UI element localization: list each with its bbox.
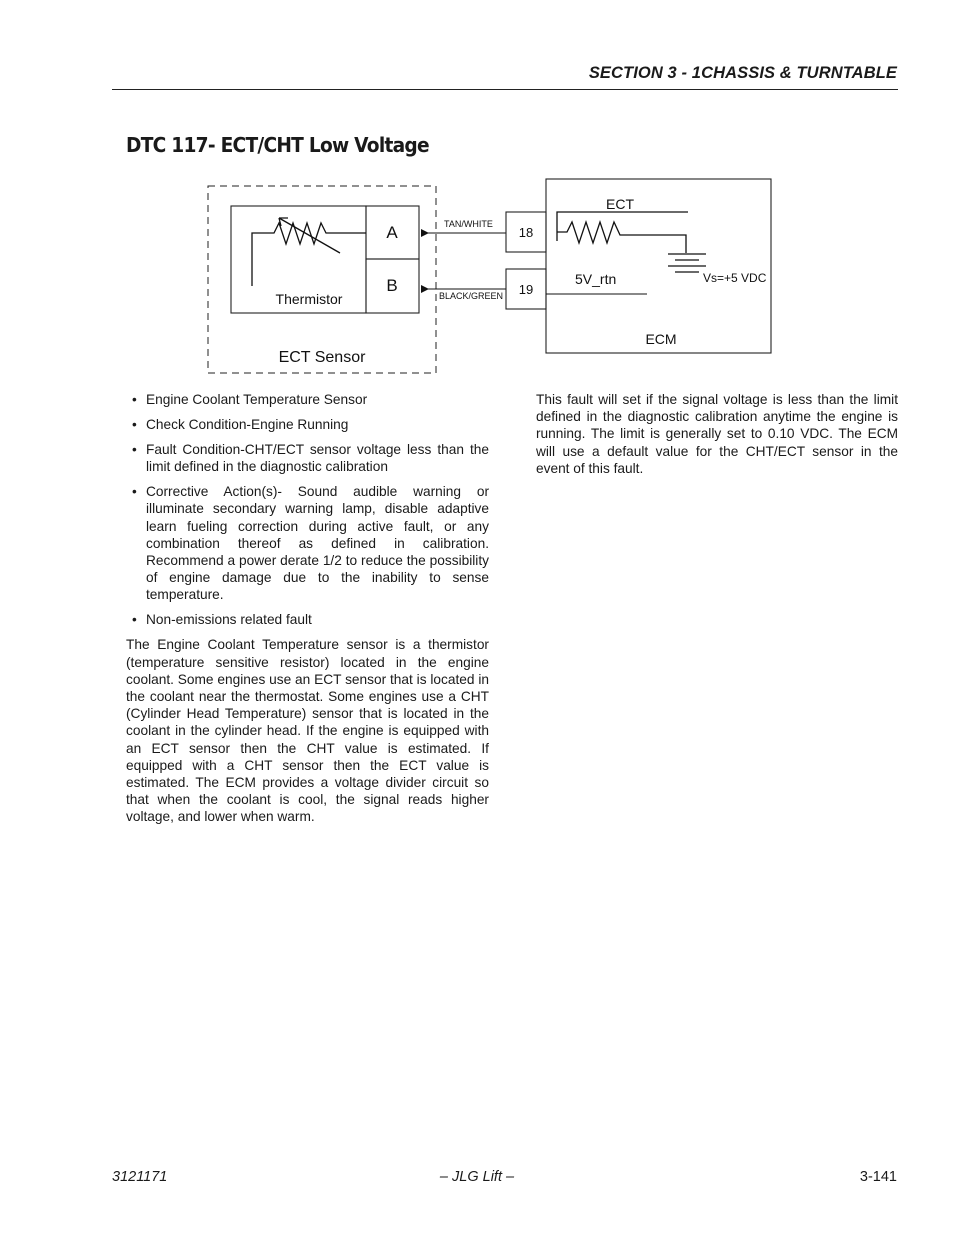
thermistor-label: Thermistor bbox=[275, 291, 343, 307]
list-item: • Fault Condition-CHT/ECT sensor voltage less than the limit defined in the diagnostic calibration bbox=[126, 441, 489, 475]
return-label: 5V_rtn bbox=[575, 271, 617, 287]
page-title: DTC 117- ECT/CHT Low Voltage bbox=[126, 133, 429, 157]
supply-voltage-label: Vs=+5 VDC bbox=[703, 271, 767, 285]
wire-b-label: BLACK/GREEN bbox=[439, 291, 504, 301]
resistor-icon bbox=[557, 212, 688, 253]
right-column bbox=[536, 391, 898, 477]
wire-a-label: TAN/WHITE bbox=[444, 219, 493, 229]
terminal-18-label: 18 bbox=[518, 225, 534, 240]
ect-sensor-enclosure bbox=[208, 186, 436, 373]
ecm-box bbox=[546, 179, 771, 353]
voltage-source-icon bbox=[668, 254, 706, 272]
list-item: • Corrective Action(s)- Sound audible warning or illuminate secondary warning lamp, disable adaptive learn fueling correction during active fault, or any combination thereof as defined in calibration. Recommend a power derate 1/2 to reduce the possibility of engine damage due to the inability to sense temperature. bbox=[126, 483, 489, 603]
section-header: SECTION 3 - 1CHASSIS & TURNTABLE bbox=[588, 64, 897, 82]
pin-b-label: B bbox=[386, 276, 398, 295]
ect-signal-label: ECT bbox=[606, 196, 634, 212]
list-item: • Engine Coolant Temperature Sensor bbox=[126, 391, 489, 408]
footer-brand: – JLG Lift – bbox=[439, 1169, 515, 1185]
header-rule bbox=[112, 89, 898, 90]
list-item: • Check Condition-Engine Running bbox=[126, 416, 489, 433]
wiring-diagram bbox=[195, 175, 780, 380]
bullet-list bbox=[126, 391, 489, 629]
pin-a-label: A bbox=[386, 223, 398, 242]
footer-page-number: 3-141 bbox=[859, 1169, 897, 1185]
left-column bbox=[126, 391, 489, 826]
ect-sensor-label: ECT Sensor bbox=[278, 349, 366, 366]
body-paragraph-left: The Engine Coolant Temperature sensor is a thermistor (temperature sensitive resistor) located in the engine coolant. Some engines use an ECT sensor that is located in the coolant near the thermostat. Some engines use a CHT (Cylinder Head Temperature) sensor that is located in the coolant in the cylinder head. If the engine is equipped with an ECT sensor then the CHT value is estimated. If equipped with a CHT sensor then the ECT value is estimated. The ECM provides a voltage divider circuit so that when the coolant is cool, the signal reads higher voltage, and lower when warm. bbox=[126, 637, 489, 825]
thermistor-icon bbox=[252, 218, 366, 286]
footer-doc-number: 3121171 bbox=[112, 1169, 168, 1185]
list-item: • Non-emissions related fault bbox=[126, 611, 489, 628]
terminal-19-label: 19 bbox=[518, 282, 534, 297]
body-paragraph-right: This fault will set if the signal voltage is less than the limit defined in the diagnostic calibration anytime the engine is running. The limit is generally set to 0.10 VDC. The ECM will use a default value for the CHT/ECT sensor in the event of this fault. bbox=[536, 392, 898, 476]
ecm-label: ECM bbox=[645, 331, 677, 347]
